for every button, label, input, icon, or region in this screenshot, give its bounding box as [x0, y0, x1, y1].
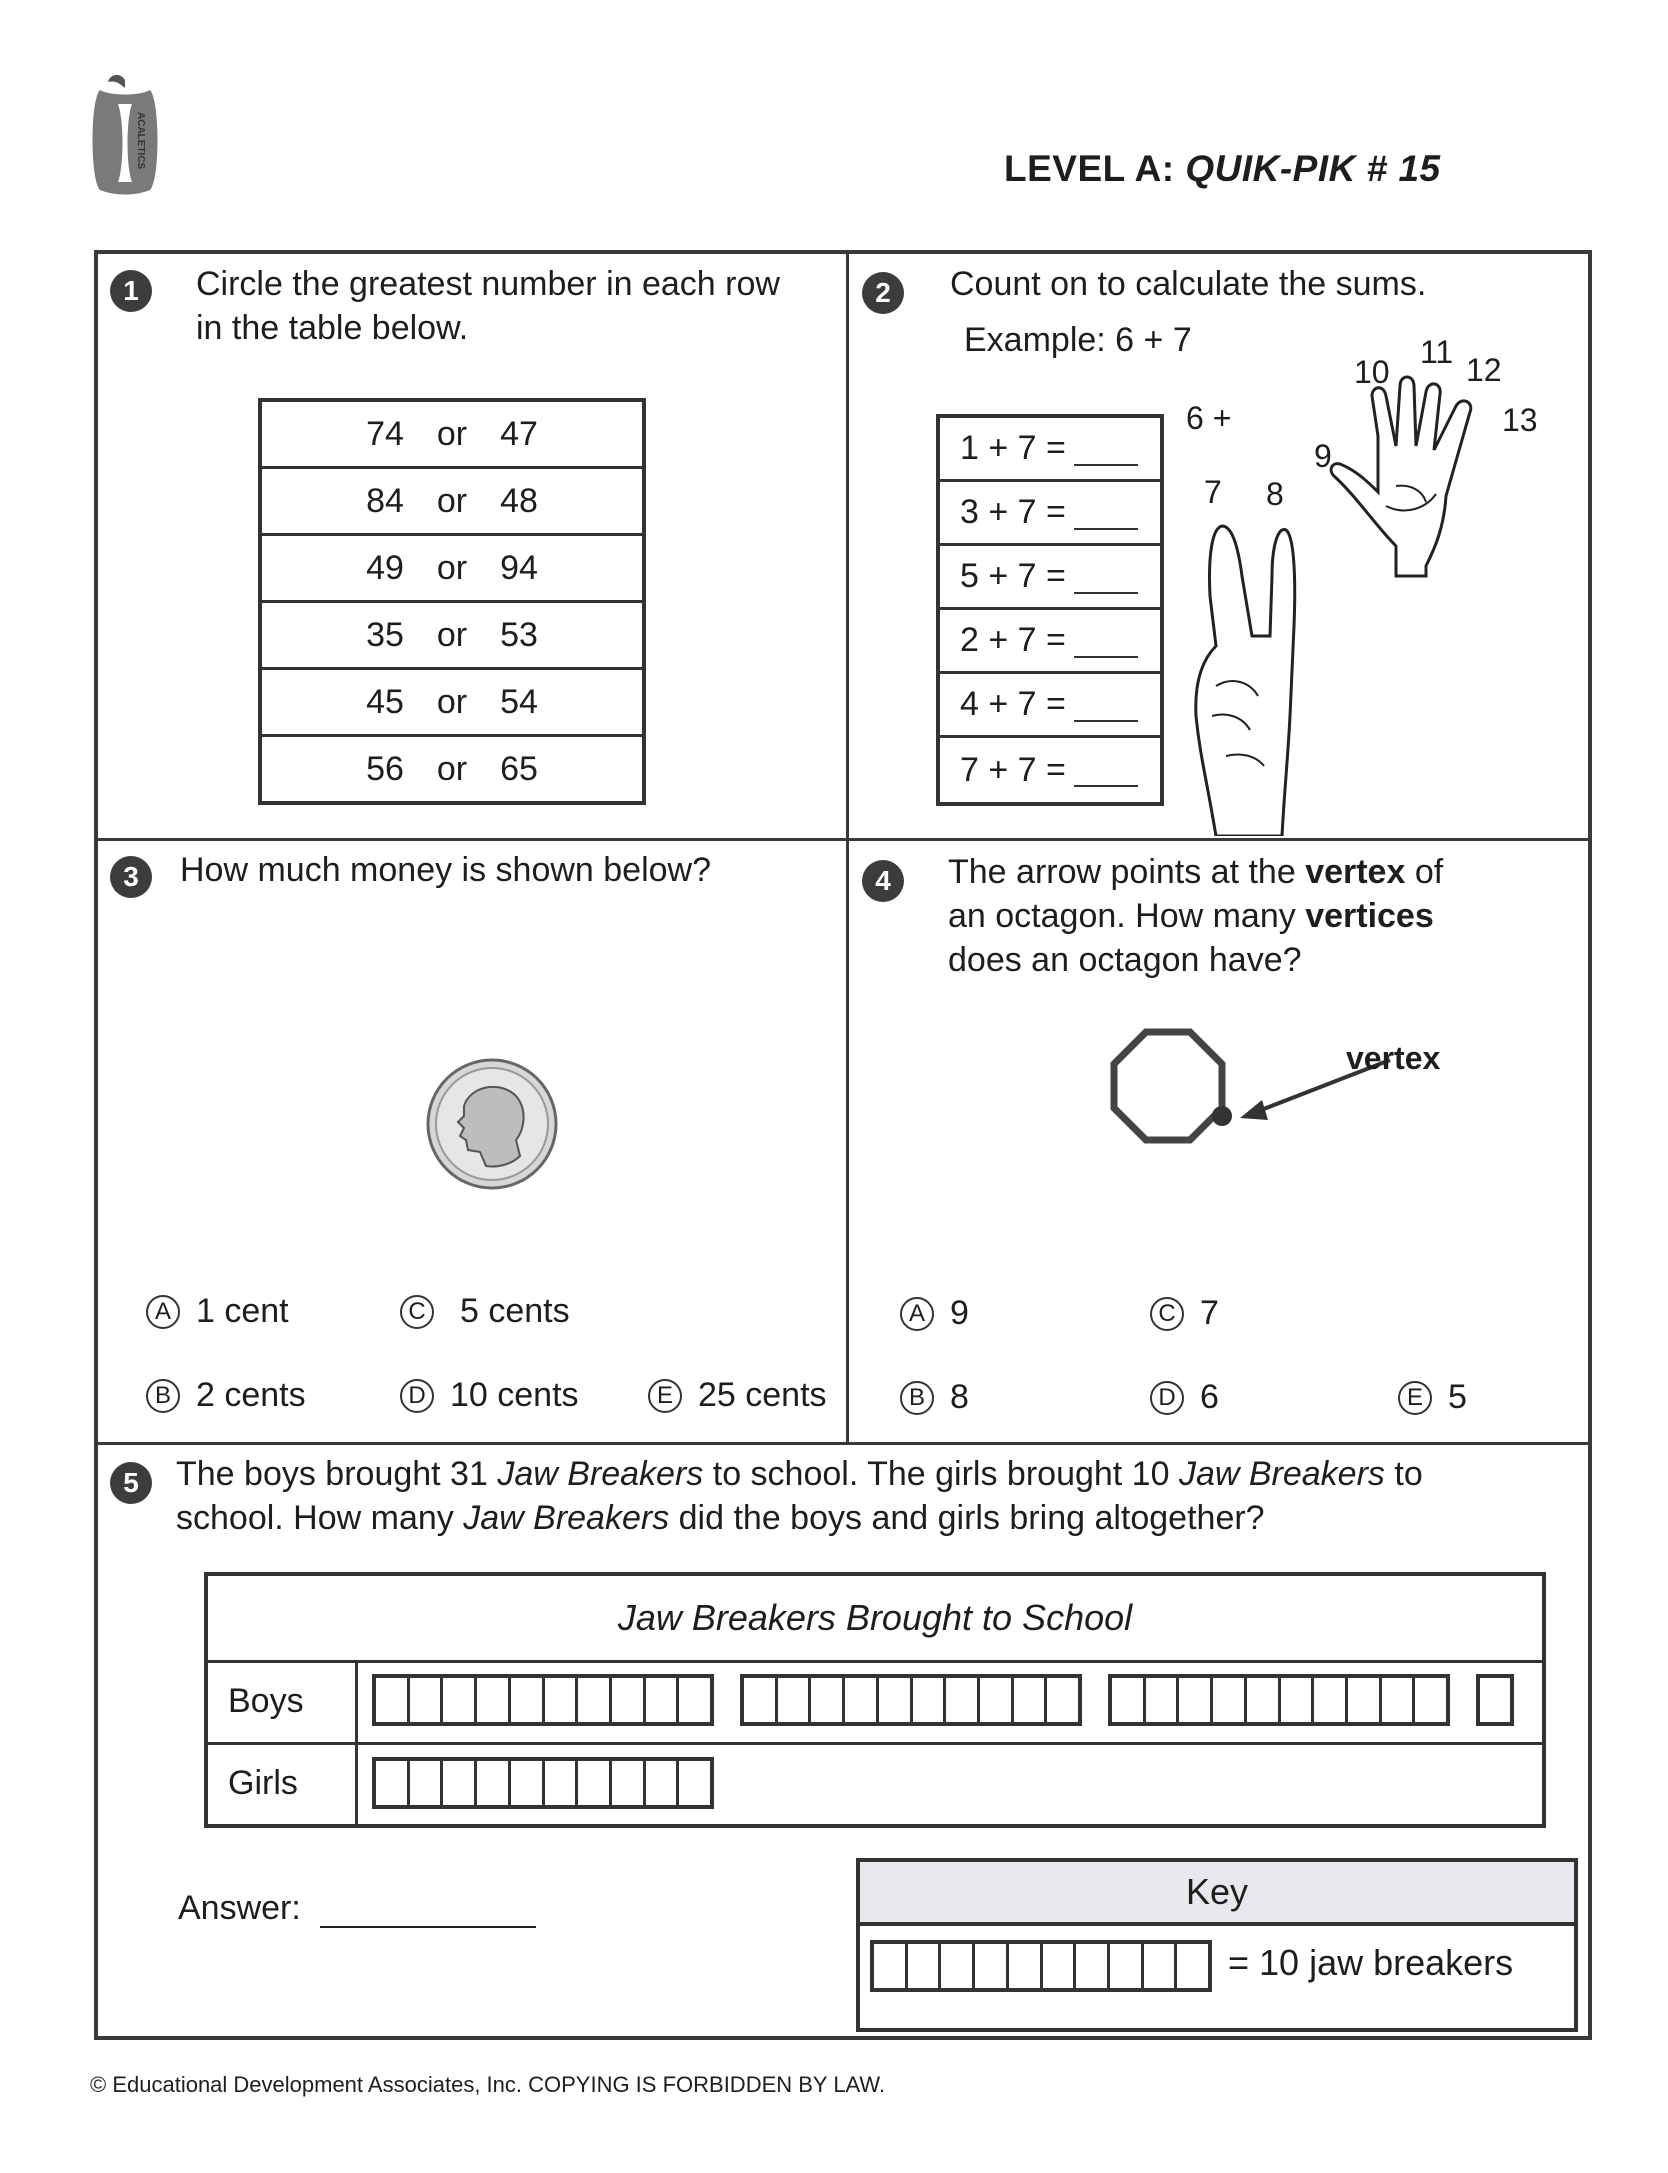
option-letter: D: [400, 1379, 434, 1413]
key-title: Key: [860, 1862, 1574, 1926]
greatest-number-table: [258, 398, 646, 805]
q2-text: Count on to calculate the sums.: [950, 265, 1427, 303]
table-row: [940, 738, 1160, 802]
or-word: or: [436, 749, 468, 788]
finger-label-10: 10: [1354, 354, 1390, 390]
q5-text: [176, 1452, 1423, 1540]
option-letter: B: [900, 1381, 934, 1415]
q5-text-part: school. How many: [176, 1499, 464, 1537]
q4-option-e[interactable]: [1398, 1378, 1467, 1417]
option-letter: C: [1150, 1297, 1184, 1331]
table-row: [262, 402, 642, 469]
pictograph-key: [856, 1858, 1578, 2032]
q4-line1: [948, 850, 1443, 894]
answer-blank[interactable]: [1074, 432, 1138, 466]
number-right[interactable]: 48: [500, 481, 538, 520]
sum-expression: 3 + 7 =: [960, 493, 1066, 531]
pictograph-row-boys: [208, 1660, 1542, 1745]
question-number-2: 2: [862, 272, 904, 314]
number-left[interactable]: 84: [366, 481, 404, 520]
level-label: LEVEL A:: [1004, 148, 1175, 189]
or-word: or: [436, 548, 468, 587]
finger-label-13: 13: [1502, 402, 1538, 438]
question-number-5: 5: [110, 1462, 152, 1504]
six-plus-label: 6 +: [1186, 400, 1232, 436]
acaletics-logo: [80, 70, 170, 200]
divider: [846, 254, 849, 1444]
finger-label-12: 12: [1466, 352, 1502, 388]
table-row: [262, 536, 642, 603]
sum-expression: 5 + 7 =: [960, 557, 1066, 595]
q4-text: [948, 850, 1443, 982]
option-text: 9: [950, 1294, 969, 1332]
ten-bar: [372, 1674, 714, 1726]
finger-label-9: 9: [1314, 438, 1332, 474]
copyright-footer: © Educational Development Associates, Inc. COPYING IS FORBIDDEN BY LAW.: [90, 2072, 886, 2097]
option-text: 5 cents: [460, 1292, 570, 1330]
sum-expression: 1 + 7 =: [960, 429, 1066, 467]
q4-line1-post: of: [1405, 853, 1444, 891]
answer-blank[interactable]: [1074, 753, 1138, 787]
option-text: 8: [950, 1378, 969, 1416]
q3-option-c[interactable]: [400, 1292, 570, 1331]
vertex-dot: [1212, 1106, 1232, 1126]
q4-line2: [948, 894, 1443, 938]
answer-blank[interactable]: [1074, 560, 1138, 594]
q5-text-part: to school. The girls brought 10: [703, 1455, 1179, 1493]
sums-table: [936, 414, 1164, 806]
key-text: = 10 jaw breakers: [1228, 1942, 1514, 1983]
row-label: Boys: [208, 1660, 358, 1742]
number-right[interactable]: 54: [500, 682, 538, 721]
number-left[interactable]: 49: [366, 548, 404, 587]
q4-vertices-word: vertices: [1305, 897, 1434, 935]
sum-expression: 4 + 7 =: [960, 685, 1066, 723]
one-unit: [1476, 1674, 1514, 1726]
question-number-1: 1: [110, 270, 152, 312]
table-row: [940, 674, 1160, 738]
finger-label-7: 7: [1204, 474, 1222, 510]
pictograph: [204, 1572, 1546, 1828]
option-text: 1 cent: [196, 1292, 289, 1330]
number-left[interactable]: 74: [366, 414, 404, 453]
option-letter: A: [146, 1295, 180, 1329]
option-letter: A: [900, 1297, 934, 1331]
pictograph-row-girls: [208, 1743, 1542, 1824]
table-row: [940, 610, 1160, 674]
q4-line3: does an octagon have?: [948, 941, 1302, 979]
dime-coin-image: [424, 1056, 560, 1192]
option-text: 7: [1200, 1294, 1219, 1332]
q4-option-b[interactable]: [900, 1378, 969, 1417]
q3-option-a[interactable]: [146, 1292, 289, 1331]
ten-bar: [1108, 1674, 1450, 1726]
table-row: [940, 418, 1160, 482]
divider: [98, 1442, 1588, 1445]
answer-blank[interactable]: [320, 1926, 536, 1928]
q5-line2: [176, 1496, 1423, 1540]
table-row: [940, 546, 1160, 610]
table-row: [262, 737, 642, 801]
option-text: 10 cents: [450, 1376, 579, 1414]
table-row: [262, 670, 642, 737]
q5-text-part: to: [1384, 1455, 1423, 1493]
q5-text-part: Jaw Breakers: [1178, 1455, 1385, 1493]
or-word: or: [436, 414, 468, 453]
answer-blank[interactable]: [1074, 688, 1138, 722]
q1-text-line1: Circle the greatest number in each row: [196, 265, 780, 303]
option-letter: E: [648, 1379, 682, 1413]
q5-text-part: Jaw Breakers: [463, 1499, 670, 1537]
number-right[interactable]: 47: [500, 414, 538, 453]
q1-text-line2: in the table below.: [196, 309, 469, 347]
number-left[interactable]: 56: [366, 749, 404, 788]
or-word: or: [436, 481, 468, 520]
option-letter: C: [400, 1295, 434, 1329]
answer-blank[interactable]: [1074, 624, 1138, 658]
q4-option-a[interactable]: [900, 1294, 969, 1333]
q5-text-part: The boys brought 31: [176, 1455, 498, 1493]
number-left[interactable]: 35: [366, 615, 404, 654]
arrow-head: [1240, 1100, 1268, 1120]
number-right[interactable]: 94: [500, 548, 538, 587]
quik-pik-label: QUIK-PIK # 15: [1185, 148, 1441, 189]
finger-label-11: 11: [1420, 334, 1454, 370]
logo-text: ACALETICS: [135, 112, 146, 170]
divider: [98, 838, 1588, 841]
number-left[interactable]: 45: [366, 682, 404, 721]
q3-option-b[interactable]: [146, 1376, 306, 1415]
question-number-4: 4: [862, 860, 904, 902]
table-row: [940, 482, 1160, 546]
pictograph-title: Jaw Breakers Brought to School: [208, 1576, 1542, 1663]
q2-example: Example: 6 + 7: [964, 321, 1192, 359]
q3-option-d[interactable]: [400, 1376, 579, 1415]
option-letter: B: [146, 1379, 180, 1413]
table-row: [262, 603, 642, 670]
finger-label-8: 8: [1266, 476, 1284, 512]
q4-option-d[interactable]: [1150, 1378, 1219, 1417]
option-text: 2 cents: [196, 1376, 306, 1414]
level-title: [1004, 148, 1441, 190]
option-letter: D: [1150, 1381, 1184, 1415]
q1-text: [196, 262, 780, 350]
ten-bar: [372, 1757, 714, 1809]
q4-line1-pre: The arrow points at the: [948, 853, 1306, 891]
or-word: or: [436, 682, 468, 721]
q4-option-c[interactable]: [1150, 1294, 1219, 1333]
answer-label: Answer:: [178, 1889, 301, 1927]
two-fingers-hand-icon: [1186, 516, 1306, 836]
octagon-shape: [1114, 1032, 1222, 1140]
ten-bar: [740, 1674, 1082, 1726]
number-right[interactable]: 65: [500, 749, 538, 788]
q4-line2-pre: an octagon. How many: [948, 897, 1306, 935]
q3-option-e[interactable]: [648, 1376, 827, 1415]
answer-blank[interactable]: [1074, 496, 1138, 530]
table-row: [262, 469, 642, 536]
number-right[interactable]: 53: [500, 615, 538, 654]
or-word: or: [436, 615, 468, 654]
q5-line1: [176, 1452, 1423, 1496]
vertex-label: vertex: [1346, 1040, 1441, 1076]
q5-text-part: Jaw Breakers: [497, 1455, 704, 1493]
q3-text: How much money is shown below?: [180, 851, 712, 889]
row-label: Girls: [208, 1743, 358, 1824]
open-hand-icon: [1326, 366, 1516, 586]
q4-vertex-word: vertex: [1305, 853, 1406, 891]
option-letter: E: [1398, 1381, 1432, 1415]
q5-text-part: did the boys and girls bring altogether?: [669, 1499, 1265, 1537]
option-text: 6: [1200, 1378, 1219, 1416]
sum-expression: 7 + 7 =: [960, 750, 1066, 789]
option-text: 5: [1448, 1378, 1467, 1416]
key-ten-bar: [870, 1940, 1212, 1992]
sum-expression: 2 + 7 =: [960, 621, 1066, 659]
option-text: 25 cents: [698, 1376, 827, 1414]
question-number-3: 3: [110, 856, 152, 898]
